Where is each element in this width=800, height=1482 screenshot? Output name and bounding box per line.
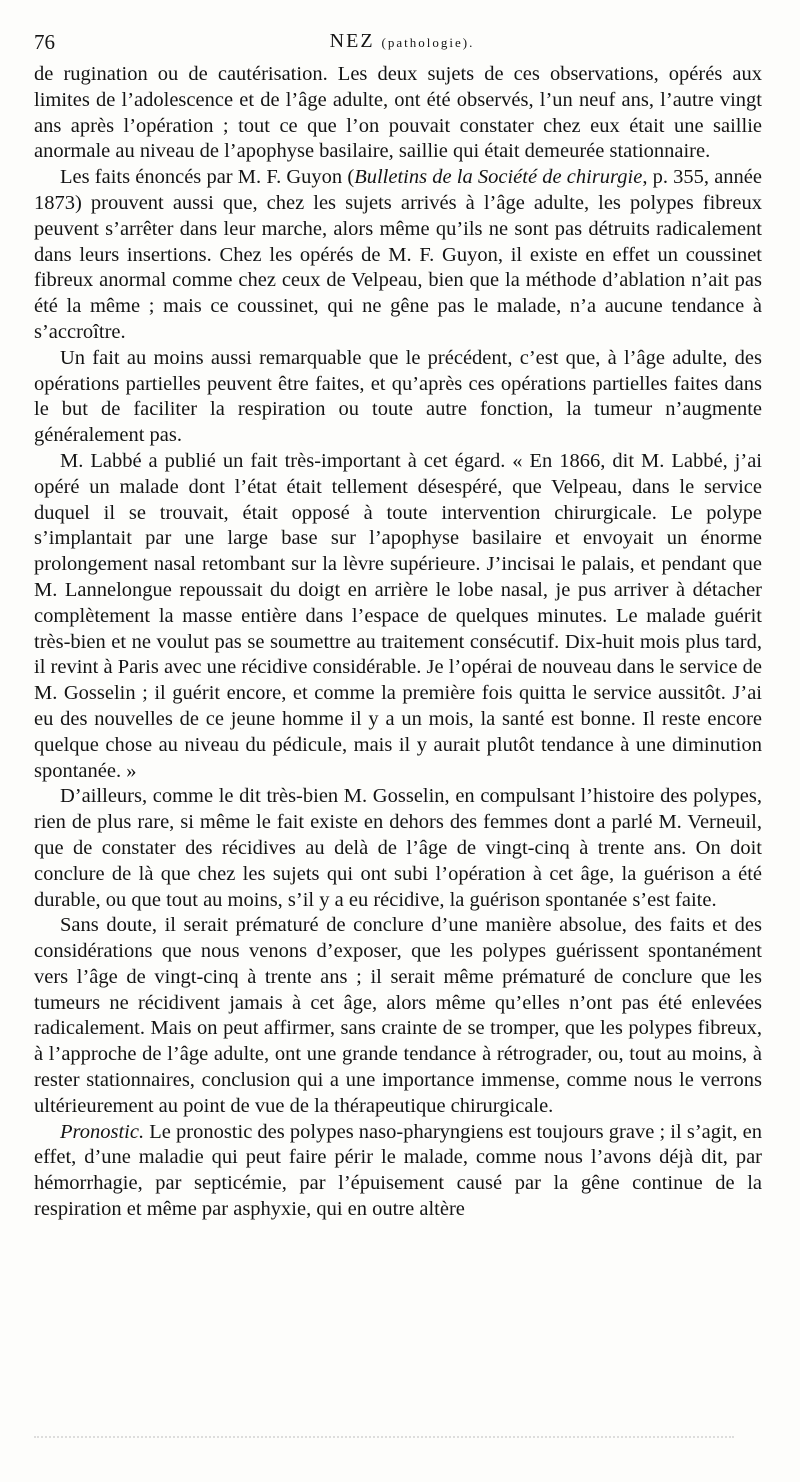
paragraph-3: Un fait au moins aussi remarquable que le précédent, c’est que, à l’âge adulte, des opérations partielles peuvent être faites, et qu’après ces opérations partielles faites dans le but de faciliter la respiration ou toute autre fonction, la tumeur n’augmente généralement pas.: [34, 346, 762, 447]
bottom-bleed-marks: [34, 1436, 734, 1440]
page-header: [34, 30, 770, 62]
running-title-main: NEZ: [329, 30, 375, 52]
paragraph-7: [34, 1120, 762, 1223]
running-title: [34, 30, 770, 53]
paragraph-2-rest: , p. 355, année 1873) prouvent aussi que, chez les sujets arrivés à l’âge adulte, les polypes fibreux peuvent s’arrêter dans leur marche, alors même qu’ils ne sont pas détruits radicalement dans leurs insertions. Chez les opérés de M. F. Guyon, il existe en effet un coussinet fibreux anormal comme chez ceux de Velpeau, bien que la méthode d’ablation n’ait pas été la même ; mais ce coussinet, qui ne gêne pas le malade, n’a aucune tendance à s’accroître.: [34, 166, 763, 343]
body-text: [34, 62, 762, 1223]
paragraph-1: de rugination ou de cautérisation. Les deux sujets de ces observations, opérés aux limites de l’adolescence et de l’âge adulte, ont été observés, l’un neuf ans, l’autre vingt ans après l’opération ; tout ce que l’on pouvait constater chez eux était une saillie anormale au niveau de l’apophyse basilaire, saillie qui était demeurée stationnaire.: [34, 63, 762, 163]
paragraph-2: [34, 165, 762, 346]
paragraph-2-start: Les faits énoncés par M. F. Guyon (: [60, 166, 355, 189]
paragraph-6: Sans doute, il serait prématuré de conclure d’une manière absolue, des faits et des considérations que nous venons d’exposer, que les polypes guérissent spontanément vers l’âge de vingt-cinq à trente ans ; il serait même prématuré de conclure que les tumeurs ne récidivent jamais à cet âge, alors même qu’elles n’ont pas été enlevées radicalement. Mais on peut affirmer, sans crainte de se tromper, que les polypes fibreux, à l’approche de l’âge adulte, ont une grande tendance à rétrograder, ou, tout au moins, à rester stationnaires, conclusion qui a une importance immense, comme nous le verrons ultérieurement au point de vue de la thérapeutique chirurgicale.: [34, 914, 762, 1117]
paragraph-7-text: Le pronostic des polypes naso-pharyngiens est toujours grave ; il s’agit, en effet, d’une maladie qui peut faire périr le malade, comme nous l’avons déjà dit, par hémorrhagie, par septicémie, par l’épuisement causé par la gêne continue de la respiration et même par asphyxie, qui en outre altère: [34, 1120, 762, 1221]
citation-title: Bulletins de la Société de chirurgie: [354, 166, 643, 189]
paragraph-4: M. Labbé a publié un fait très-important à cet égard. « En 1866, dit M. Labbé, j’ai opéré un malade dont l’état était tellement désespéré, que Velpeau, dans le service duquel il se trouvait, était opposé à toute intervention chirurgicale. Le polype s’implantait par une large base sur l’apophyse basilaire et envoyait un énorme prolongement nasal retombant sur la lèvre supérieure. J’incisai le palais, et pendant que M. Lannelongue repoussait du doigt en arrière le lobe nasal, je pus arriver à détacher complètement la masse entière dans l’espace de quelques minutes. Le malade guérit très-bien et ne voulut pas se soumettre au traitement consécutif. Dix-huit mois plus tard, il revint à Paris avec une récidive considérable. Je l’opérai de nouveau dans le service de M. Gosselin ; il guérit encore, et comme la première fois quitta le service aussitôt. J’ai eu des nouvelles de ce jeune homme il y a un mois, la santé est bonne. Il reste encore quelque chose au niveau du pédicule, mais il y aurait plutôt tendance à une diminution spontanée. »: [34, 449, 762, 782]
running-title-subtitle: (pathologie).: [381, 35, 475, 50]
page-number: 76: [34, 30, 55, 54]
paragraph-5: D’ailleurs, comme le dit très-bien M. Gosselin, en compulsant l’histoire des polypes, rien de plus rare, si même le fait existe en dehors des femmes dont a parlé M. Verneuil, que de constater des récidives au delà de l’âge de vingt-cinq à trente ans. On doit conclure de là que chez les sujets qui ont subi l’opération à cet âge, la guérison a été durable, ou que tout au moins, s’il y a eu récidive, la guérison spontanée s’est faite.: [34, 785, 762, 911]
section-label-pronostic: Pronostic.: [60, 1120, 145, 1143]
